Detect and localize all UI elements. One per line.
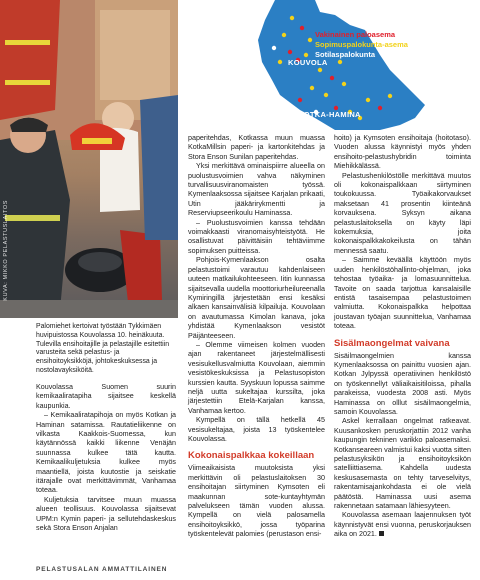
paragraph: – Puolustusvoimien kanssa tehdään voimakkaasti viranomaisyhteistyötä. He osallistuvat päivittäisiin tehtäviimme sopimuksen puitteissa. <box>188 218 325 255</box>
text-column-3 <box>334 134 471 540</box>
firefighter-photo <box>0 0 178 318</box>
paragraph: Kouvolassa asemaan laajennuksen työt käynnistyvät ensi vuonna, peruskorjauksen aika on 2021. <box>334 511 471 539</box>
paragraph: hoito) ja Kymsoten ensihoitaja (hoitotaso). Vuoden alussa käynnistyi myös yhden ensihoito-pelastushybridin toiminta Miehikkälässä. <box>334 134 471 171</box>
paragraph: – Saimme keväällä käyttöön myös uuden henkilöstöhallinto-ohjelman, joka tehostaa työaika- ja lomasuunnittelua. Tavoite on saada tarjottua kansalaisille entistä tasaisempaa pelastustoimen valmiutta. Kokonaispalkka helpottaa joustavan työajan suunnittelua, Vanhamaa toteaa. <box>334 256 471 331</box>
section-heading: Sisälmaongelmat vaivana <box>334 337 450 349</box>
page-footer: PELASTUSALAN AMMATTILAINEN <box>36 566 168 573</box>
photo-illustration <box>0 0 178 318</box>
map-label-kotka-hamina: KOTKA-HAMINA <box>298 110 361 119</box>
text-column-2 <box>188 134 325 540</box>
paragraph: – Kemikaaliratapihoja on myös Kotkan ja Haminan satamissa. Rautatieliikenne on vilkasta Kaakkois-Suomessa, kun käytännössä kaikki liikenne Venäjän suunnassa kulkee tätä kautta. Kemikaalikuljetuksia kulkee myös maantiellä, joista kuutostie ja seiskatie itärajalle ovat merkittävimmät, Vanhamaa toteaa. <box>36 411 176 495</box>
station-marker <box>300 26 304 30</box>
region-map <box>240 0 480 130</box>
station-marker <box>308 38 312 42</box>
legend-item-military-brigade: Sotilaspalokunta <box>315 50 376 59</box>
paragraph: Kouvolassa Suomen suurin kemikaaliratapiha sijaitsee keskellä kaupunkia. <box>36 383 176 410</box>
station-marker <box>342 82 346 86</box>
section-heading: Kokonaispalkkaa kokeillaan <box>188 450 315 462</box>
paragraph: – Olemme viimeisen kolmen vuoden ajan rakentaneet järjestelmällisesti vesisukellusvalmiutta Kouvolaan, aiemmin vesistökeskuksissa ja Pelastusopiston kurssien kautta. Syyskuun lopussa saimme neljä uutta sukeltajaa kurssilta, joka järjestettiin Etelä-Karjalan kanssa, Vanhamaa kertoo. <box>188 340 325 415</box>
paragraph: Pohjois-Kymenlaakson osalta pelastustoimi varautuu kahdenlaiseen uuteen matkailukohteeseen. Iitin kunnassa sijaitsevalla uudella moottoriurheilureenalla Kymiringillä järjestetään ensi kesäksi alkaen kansainvälisiä kilpailuja. Kouvolaan on avautumassa Kimolan kanava, joka yhdistää Kymenlaakson vesistöt Päijänteeseen. <box>188 256 325 340</box>
station-marker <box>388 94 392 98</box>
station-marker <box>282 33 286 37</box>
station-marker <box>304 53 308 57</box>
paragraph: paperitehdas, Kotkassa muun muassa KotkaMillsin paperi- ja kartonkitehdas ja Stora Enson Sunilan paperitehdas. <box>188 134 325 161</box>
legend-item-permanent-station: Vakinainen paloasema <box>315 30 396 39</box>
legend-item-contract-station: Sopimuspalokunta-asema <box>315 40 408 49</box>
paragraph: Pelastushenkilöstölle merkittävä muutos oli kokonaispalkkaan siirtyminen toukokuussa. Työaikakorvaukset maksetaan 41 prosentin kiinteänä korvauksena. Syksyn aikana pelastuslaitoksella on käyty läpi kokemuksia, joita kokonaispalkkakokeilusta on tähän mennessä saatu. <box>334 171 471 255</box>
paragraph: Viimeaikaisista muutoksista yksi merkittävin oli pelastuslaitoksen 30 ensihoitajan siirtyminen Kymsoten eli maakunnan sote-kuntayhtymän palvelukseen tämän vuoden alussa. Kympellä on vielä palosamella ensihoitoyksikkö, jossa työparina työskentelevät palomies (perustason ensi- <box>188 464 325 539</box>
station-marker <box>290 16 294 20</box>
map-legend <box>315 30 408 60</box>
photo-credit: KUVA: MIKKO PELASTUSLAITOS <box>3 200 9 301</box>
photo-caption: Palomiehet kertoivat työstään Tykkimäen huvipuistossa Kouvolassa 10. heinäkuuta. Tulevilla ensihoitajille ja pelastajille esitettiin varusteita sekä pelastus- ja ensihoitoyksikköjä, johtokeskuksessa ja nostolavayksiköitä. <box>36 323 170 374</box>
station-marker <box>338 60 342 64</box>
paragraph: Kuljetuksia tarvitsee muun muassa alueen teollisuus. Kouvolassa sijaitsevat UPM:n Kymin paperi- ja sellutehdaskeskus sekä Stora Enson Anjalan <box>36 495 176 533</box>
paragraph: Sisäilmaongelmien kanssa Kymenlaaksossa on painittu vuosien ajan. Kotkan Jylpyssä operatiivinen henkilöstö on työskennellyt väliaikaisitiloissa, pihalla parakeissa, vuodesta 2008 asti. Myös Haminassa on olllut sisäilmaongelmia, samoin Kouvolassa. <box>334 351 471 416</box>
station-marker <box>366 98 370 102</box>
station-marker <box>310 86 314 90</box>
station-marker <box>298 98 302 102</box>
paragraph: Kympellä on tällä hetkellä 45 vesisukeltajaa, joista 13 työskentelee Kouvolassa. <box>188 416 325 443</box>
station-marker <box>272 46 276 50</box>
station-marker <box>324 93 328 97</box>
station-marker <box>288 50 292 54</box>
text-column-1 <box>36 383 176 534</box>
end-of-article-mark <box>379 531 384 536</box>
station-marker <box>330 76 334 80</box>
paragraph: Askel kerrallaan ongelmat ratkeavat. Kuusankosken peruskorjattiin 2012 vanha kaupungin tekninen varikko paloasemaksi. Kotkanseareen valmistui kaksi vuotta sitten pelastusyksikön ja ensihoitoyksikön satelliittiasema. Kahdella uudesta keskusasemasta on tehty tarveselvitys, rakentamisajankohdasta ei ole vielä päätöstä. Haminassa uusi asema rakennetaan satamaan lähiesyyteen. <box>334 417 471 511</box>
station-marker <box>378 106 382 110</box>
station-marker <box>318 68 322 72</box>
paragraph: Yksi merkittävä ominaispiirre alueella on puolustusvoimien vahva näkyminen turvallisuusviranomaisten työssä. Kymenlaaksossa sijaitsee Karjalan prikaati, Utin jääkärirykmentti ja Reserviupseerikoulu Haminassa. <box>188 162 325 218</box>
map-label-kouvola: KOUVOLA <box>288 58 328 67</box>
station-marker <box>278 60 282 64</box>
